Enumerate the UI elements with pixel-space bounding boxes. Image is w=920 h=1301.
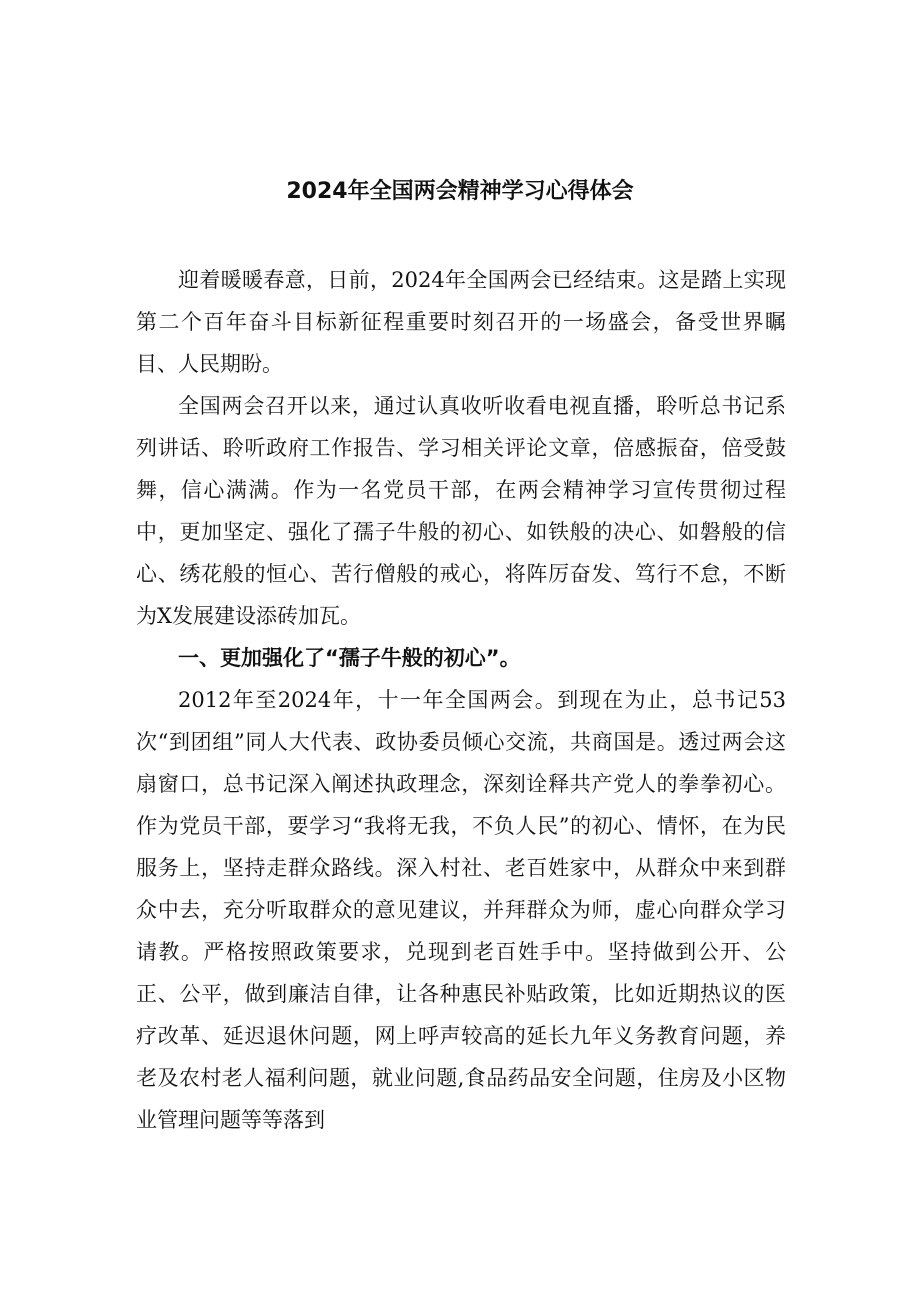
study-paragraph: 全国两会召开以来，通过认真收听收看电视直播，聆听总书记系列讲话、聆听政府工作报告、学习相关评论文章，倍感振奋，倍受鼓舞，信心满满。作为一名党员干部，在两会精神学习宣传贯彻过程中，更加坚定、强化了孺子牛般的初心、如铁般的决心、如磐般的信心、绣花般的恒心、苦行僧般的戒心，将阵厉奋发、笃行不怠，不断为X发展建设添砖加瓦。 [136, 394, 786, 628]
section-heading: 一、更加强化了“孺子牛般的初心”。 [178, 646, 521, 670]
section-paragraph: 2012年至2024年，十一年全国两会。到现在为止，总书记53次“到团组”同人大代表、政协委员倾心交流，共商国是。透过两会这扇窗口，总书记深入阐述执政理念，深刻诠释共产党人的拳拳初心。作为党员干部，要学习“我将无我，不负人民”的初心、情怀，在为民服务上，坚持走群众路线。深入村社、老百姓家中，从群众中来到群众中去，充分听取群众的意见建议，并拜群众为师，虚心向群众学习请教。严格按照政策要求，兑现到老百姓手中。坚持做到公开、公正、公平，做到廉洁自律，让各种惠民补贴政策，比如近期热议的医疗改革、延迟退休问题，网上呼声较高的延长九年义务教育问题，养老及农村老人福利问题，就业问题,食品药品安全问题，住房及小区物业管理问题等等落到 [136, 688, 786, 1132]
intro-paragraph: 迎着暖暖春意，日前，2024年全国两会已经结束。这是踏上实现第二个百年奋斗目标新征程重要时刻召开的一场盛会，备受世界瞩目、人民期盼。 [136, 268, 786, 376]
document-title: 2024年全国两会精神学习心得体会 [286, 179, 634, 204]
document-body [136, 259, 786, 1141]
